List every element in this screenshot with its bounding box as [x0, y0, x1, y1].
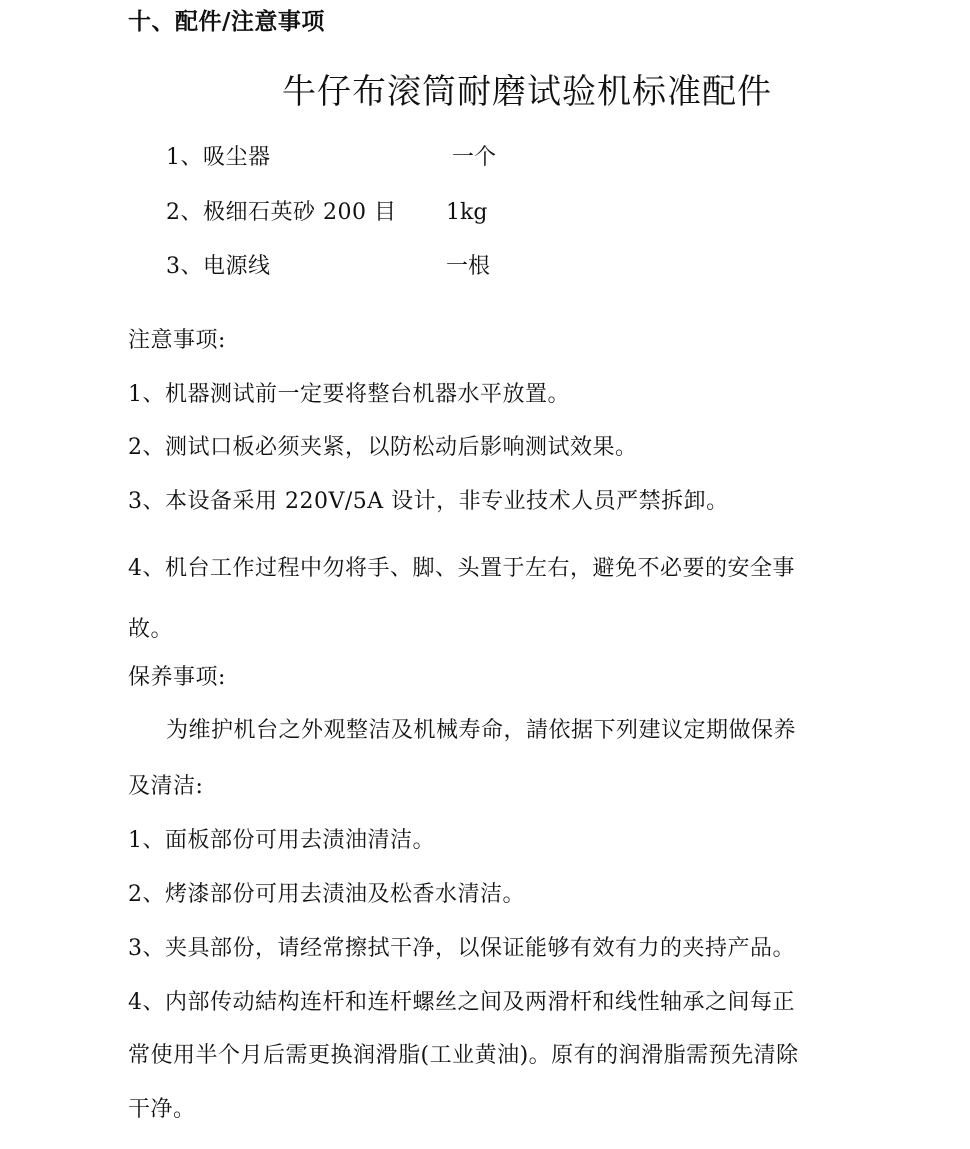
accessory-name: 1、吸尘器: [166, 145, 271, 170]
notes-item: 2、测试口板必须夹紧，以防松动后影响测试效果。: [128, 435, 638, 460]
maintenance-intro: 为维护机台之外观整洁及机械寿命，請依据下列建议定期做保养: [166, 718, 797, 743]
document-title: 牛仔布滚筒耐磨试验机标准配件: [282, 72, 772, 112]
section-heading: 十、配件/注意事项: [128, 9, 325, 35]
maintenance-item-continuation: 干净。: [128, 1097, 196, 1122]
maintenance-item: 4、内部传动結构连杆和连杆螺丝之间及两滑杆和线性轴承之间每正: [128, 990, 795, 1015]
accessory-name: 3、电源线: [166, 254, 271, 279]
accessory-quantity: 1kg: [446, 200, 488, 225]
maintenance-heading: 保养事项:: [128, 665, 226, 690]
notes-item: 4、机台工作过程中勿将手、脚、头置于左右，避免不必要的安全事: [128, 556, 795, 581]
notes-item: 3、本设备采用 220V/5A 设计，非专业技术人员严禁拆卸。: [128, 489, 729, 514]
notes-heading: 注意事项:: [128, 328, 226, 353]
maintenance-item: 2、烤漆部份可用去渍油及松香水清洁。: [128, 882, 525, 907]
accessory-quantity: 一根: [446, 254, 491, 279]
notes-item: 1、机器测试前一定要将整台机器水平放置。: [128, 382, 570, 407]
maintenance-intro-continuation: 及清洁:: [128, 774, 204, 799]
maintenance-item: 3、夹具部份，请经常擦拭干净，以保证能够有效有力的夹持产品。: [128, 936, 795, 961]
maintenance-item-continuation: 常使用半个月后需更换润滑脂(工业黄油)。原有的润滑脂需预先清除: [128, 1043, 799, 1068]
notes-item-continuation: 故。: [128, 617, 174, 642]
accessory-quantity: 一个: [452, 145, 497, 170]
maintenance-item: 1、面板部份可用去渍油清洁。: [128, 828, 435, 853]
accessory-name: 2、极细石英砂 200 目: [166, 200, 397, 225]
